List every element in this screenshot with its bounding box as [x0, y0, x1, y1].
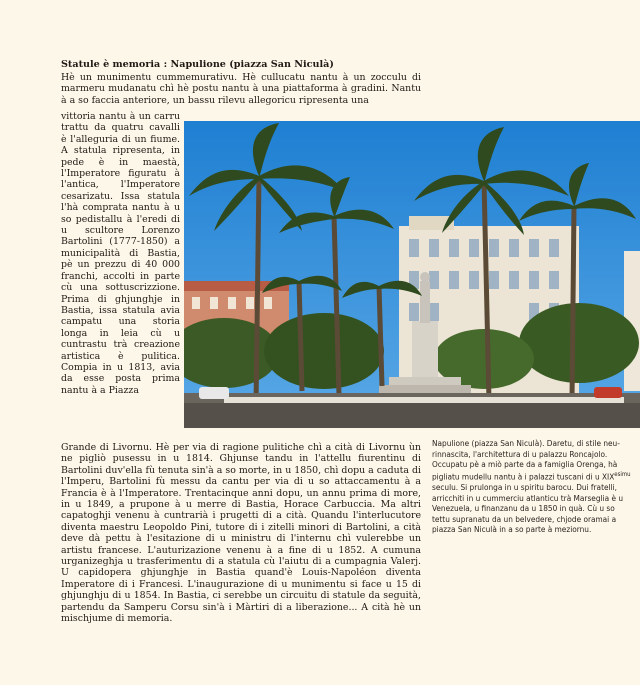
caption-line-2-b: seculu. Si prulonga in u spiritu barocu. Dui fratelli, arricchiti in u cummerciu atlanticu trà Marseglia è u Venezuela, u finanzanu da u 1850 in quà. Cù u so tettu supranatu da un belvedere, chjode oramai a piazza San Niculà in a so parte à meziornu. — [432, 482, 623, 535]
caption-line-1: Napulione (piazza San Niculà). Daretu, di stile neu-rinnascita, l'architettura di u palazzu Roncajolo. — [432, 438, 620, 459]
article-intro: Hè un munimentu cummemurativu. Hè cullucatu nantu à un zocculu di marmeru mudanatu chì hè postu nantu à una piattaforma à gradini. Nantu à a so faccia anteriore, un bassu rilevu allegoricu ripresenta una — [61, 72, 421, 106]
article-title: Statule è memoria : Napulione (piazza San Niculà) — [61, 59, 334, 70]
caption-line-2-a: Occupatu pè a miò parte da a famiglia Orenga, hà pigliatu mudellu nantu à i palazzi tuscani di u XIX — [432, 459, 618, 482]
photo-statue-square — [184, 121, 640, 428]
caption-line-2 — [432, 459, 632, 535]
caption-superscript: esimu — [614, 470, 631, 478]
article-column-text: vittoria nantu à un carru trattu da quatru cavalli è l'alleguria di un fiume. A statula ripresenta, in pede è in maestà, l'Imperatore figuratu à l'antica, l'Imperatore cesarizatu. Issa statula l'hà comprata nantu à u so pedistallu à l'eredi di u scultore Lorenzo Bartolini (1777-1850) a municipalità di Bastia, pè un prezzu di 40 000 franchi, accolti in parte cù una sottuscrizzione. Prima di ghjunghje in Bastia, issa statula avia campatu una storia longa in leia cù u cuntrastu trà creazione artistica è pulitica. Compia in u 1813, avia da esse posta prima nantu à a Piazza — [61, 111, 180, 396]
photo-caption — [432, 438, 632, 535]
article-body: Grande di Livornu. Hè per via di ragione pulitiche chì a cità di Livornu ùn ne pigliò pusessu in u 1814. Ghjunse tandu in l'attellu fiurentinu di Bartolini duv'ella fù tenuta sin'à a so morte, in u 1850, chì dopu a caduta di l'Imperu, Bartolini fù messu da cantu per via di u so attaccamentu à a Francia è à l'Imperatore. Trentacinque anni dopu, un annu prima di more, in u 1849, a prupone à u merre di Bastia, Horace Carbuccia. Ma altri capatoghji venenu à cuntrarià i prugetti di a cità. Quandu l'interlucutore diventa maestru Leopoldo Pini, tutore di i zitelli minori di Bartolini, a cità deve dà pettu à l'esitazione di u ministru di l'internu chì vulerebbe un artistu francese. L'auturizazione venenu à a fine di u 1852. A cumuna urganizeghja u trasferimentu di a statula cù l'aiutu di a cumpagnia Valerj. U capidopera ghjunghje in Bastia quand'è Louis-Napoléon diventa Imperatore di i Francesi. L'inaugurazione di u munimentu si face u 15 di ghjunghju di u 1854. In Bastia, ci serebbe un circuitu di statule da seguità, partendu da Samperu Corsu sin'à i Màrtiri di a liberazione... A cità hè un mischjume di memoria. — [61, 442, 421, 625]
